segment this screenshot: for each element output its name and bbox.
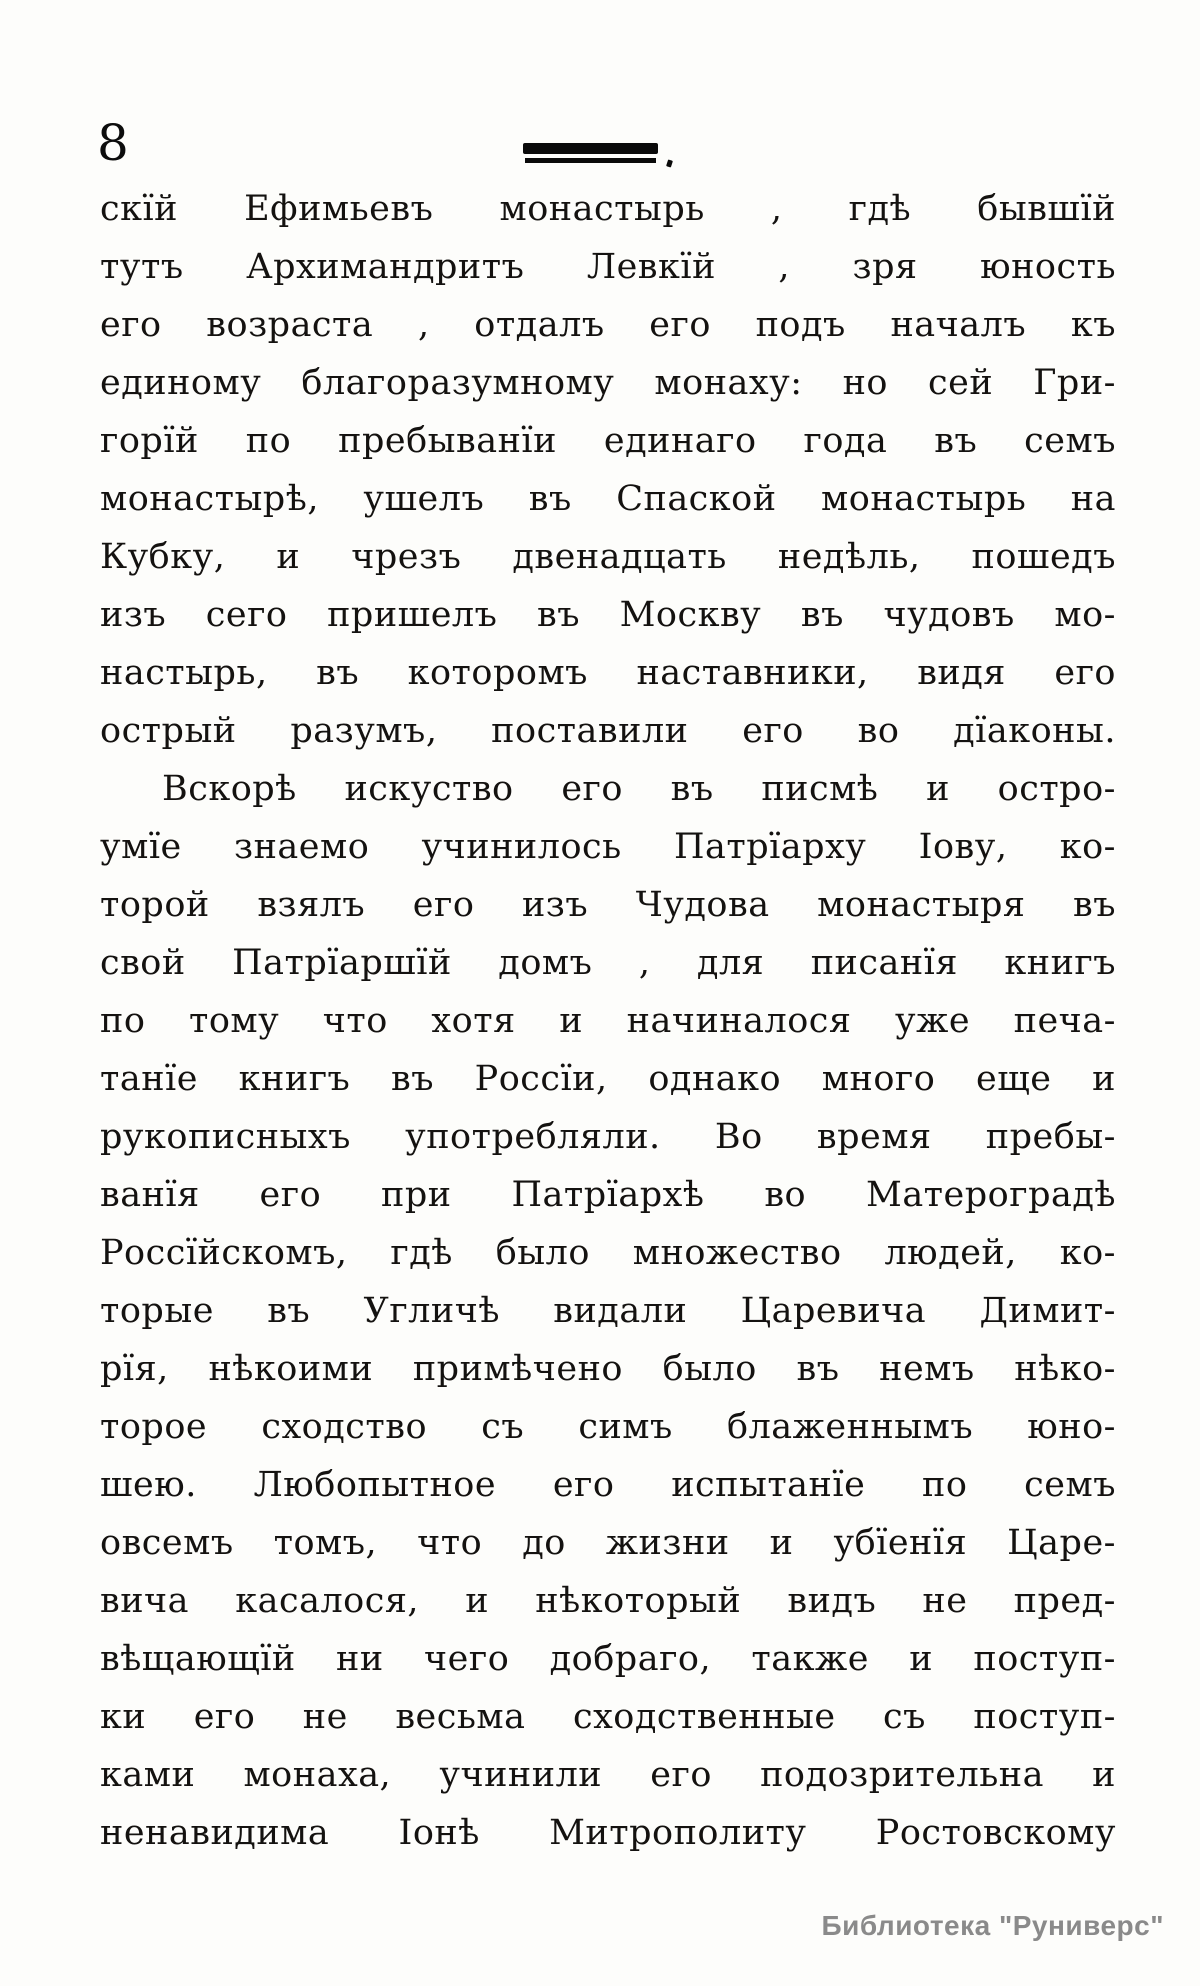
ornament-comma-mark bbox=[666, 159, 673, 167]
text-line: изъ сего пришелъ въ Москву въ чудовъ мо- bbox=[100, 595, 1116, 635]
ornament-bottom-bar bbox=[525, 158, 656, 163]
paragraph-1 bbox=[100, 180, 1116, 760]
text-line: торое сходство съ симъ блаженнымъ юно- bbox=[100, 1407, 1116, 1447]
text-line: настырь, въ которомъ наставники, видя его bbox=[100, 653, 1116, 693]
library-watermark: Библиотека "Руниверс" bbox=[821, 1910, 1164, 1941]
text-line: его возраста , отдалъ его подъ началъ къ bbox=[100, 305, 1116, 345]
text-line: вѣщающїй ни чего добраго, также и поступ- bbox=[100, 1639, 1116, 1679]
text-line: торой взялъ его изъ Чудова монастыря въ bbox=[100, 885, 1116, 925]
text-line: вича касалося, и нѣкоторый видъ не пред- bbox=[100, 1581, 1116, 1621]
text-line: ками монаха, учинили его подозрительна и bbox=[100, 1755, 1116, 1795]
text-line: Россїйскомъ, гдѣ было множество людей, ко- bbox=[100, 1233, 1116, 1273]
text-line: свой Патрїаршїй домъ , для писанїя книгъ bbox=[100, 943, 1116, 983]
text-line: танїе книгъ въ Россїи, однако много еще и bbox=[100, 1059, 1116, 1099]
page-number: 8 bbox=[97, 114, 129, 172]
text-line: рукописныхъ употребляли. Во время пребы- bbox=[100, 1117, 1116, 1157]
text-line: горїй по пребыванїи единаго года въ семъ bbox=[100, 421, 1116, 461]
text-line: Вскорѣ искуство его въ писмѣ и остро- bbox=[162, 769, 1116, 809]
text-line: ненавидима Іонѣ Митрополиту Ростовскому bbox=[100, 1813, 1116, 1853]
ornament-top-bar bbox=[523, 143, 658, 154]
text-line: рїя, нѣкоими примѣчено было въ немъ нѣко- bbox=[100, 1349, 1116, 1389]
text-line: единому благоразумному монаху: но сей Гри- bbox=[100, 363, 1116, 403]
text-line: ванїя его при Патрїархѣ во Матероградѣ bbox=[100, 1175, 1116, 1215]
text-line: монастырѣ, ушелъ въ Спаской монастырь на bbox=[100, 479, 1116, 519]
text-line: ки его не весьма сходственные съ поступ- bbox=[100, 1697, 1116, 1737]
text-line: шею. Любопытное его испытанїе по семъ bbox=[100, 1465, 1116, 1505]
text-line: скїй Ефимьевъ монастырь , гдѣ бывшїй bbox=[100, 189, 1116, 229]
text-line: острый разумъ, поставили его во дїаконы. bbox=[100, 711, 1116, 751]
text-line: овсемъ томъ, что до жизни и убїенїя Царе- bbox=[100, 1523, 1116, 1563]
text-block bbox=[100, 180, 1116, 1862]
text-line: умїе знаемо учинилось Патрїарху Іову, ко- bbox=[100, 827, 1116, 867]
text-line: тутъ Архимандритъ Левкїй , зря юность bbox=[100, 247, 1116, 287]
text-line: по тому что хотя и начиналося уже печа- bbox=[100, 1001, 1116, 1041]
paragraph-2 bbox=[100, 760, 1116, 1862]
text-line: торые въ Угличѣ видали Царевича Димит- bbox=[100, 1291, 1116, 1331]
double-rule-ornament-icon bbox=[523, 141, 675, 169]
text-line: Кубку, и чрезъ двенадцать недѣль, пошедъ bbox=[100, 537, 1116, 577]
